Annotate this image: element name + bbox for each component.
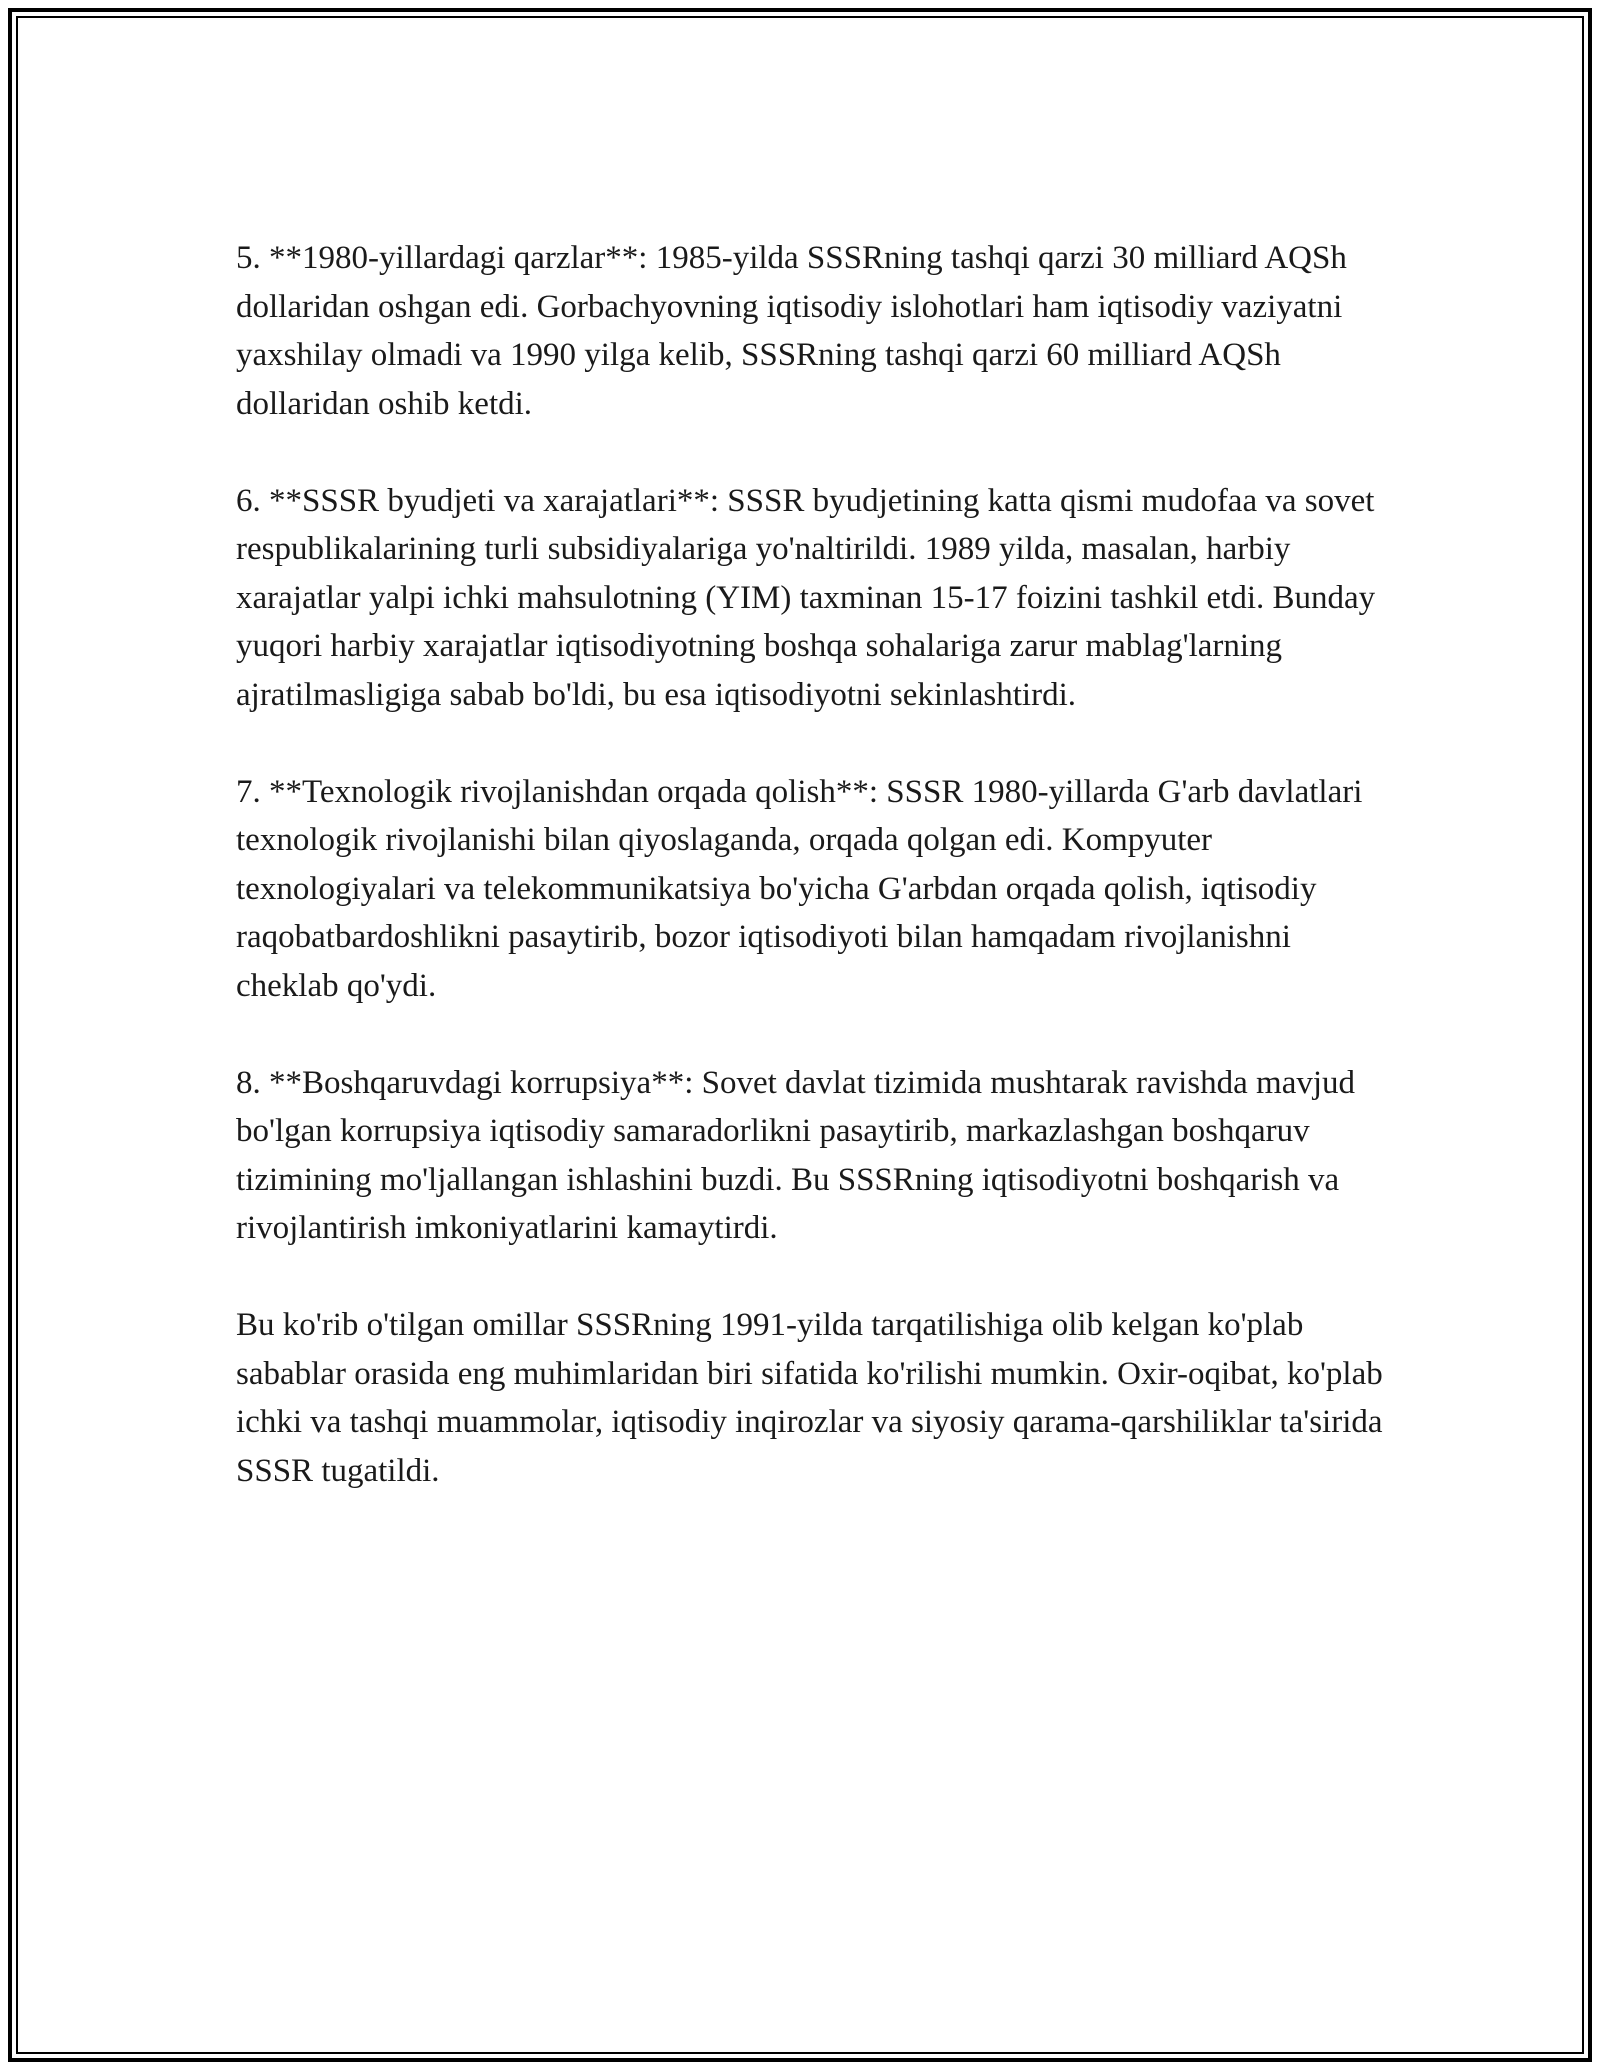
- document-body: [236, 234, 1386, 1495]
- paragraph-item-7: 7. **Texnologik rivojlanishdan orqada qolish**: SSSR 1980-yillarda G'arb davlatlari texnologik rivojlanishi bilan qiyoslaganda, orqada qolgan edi. Kompyuter texnologiyalari va telekommunikatsiya bo'yicha G'arbdan orqada qolish, iqtisodiy raqobatbardoshlikni pasaytirib, bozor iqtisodiyoti bilan hamqadam rivojlanishni cheklab qo'ydi.: [236, 773, 1363, 1004]
- paragraph-item-6: 6. **SSSR byudjeti va xarajatlari**: SSSR byudjetining katta qismi mudofaa va sovet respublikalarining turli subsidiyalariga yo'naltirildi. 1989 yilda, masalan, harbiy xarajatlar yalpi ichki mahsulotning (YIM) taxminan 15-17 foizini tashkil etdi. Bunday yuqori harbiy xarajatlar iqtisodiyotning boshqa sohalariga zarur mablag'larning ajratilmasligiga sabab bo'ldi, bu esa iqtisodiyotni sekinlashtirdi.: [236, 482, 1376, 713]
- paragraph-item-8: 8. **Boshqaruvdagi korrupsiya**: Sovet davlat tizimida mushtarak ravishda mavjud bo'lgan korrupsiya iqtisodiy samaradorlikni pasaytirib, markazlashgan boshqaruv tizimining mo'ljallangan ishlashini buzdi. Bu SSSRning iqtisodiyotni boshqarish va rivojlantirish imkoniyatlarini kamaytirdi.: [236, 1064, 1356, 1246]
- conclusion-paragraph: Bu ko'rib o'tilgan omillar SSSRning 1991-yilda tarqatilishiga olib kelgan ko'plab sabablar orasida eng muhimlaridan biri sifatida ko'rilishi mumkin. Oxir-oqibat, ko'plab ichki va tashqi muammolar, iqtisodiy inqirozlar va siyosiy qarama-qarshiliklar ta'sirida SSSR tugatildi.: [236, 1307, 1383, 1489]
- paragraph-item-5: 5. **1980-yillardagi qarzlar**: 1985-yilda SSSRning tashqi qarzi 30 milliard AQSh dollaridan oshgan edi. Gorbachyovning iqtisodiy islohotlari ham iqtisodiy vaziyatni yaxshilay olmadi va 1990 yilga kelib, SSSRning tashqi qarzi 60 milliard AQSh dollaridan oshib ketdi.: [236, 240, 1347, 422]
